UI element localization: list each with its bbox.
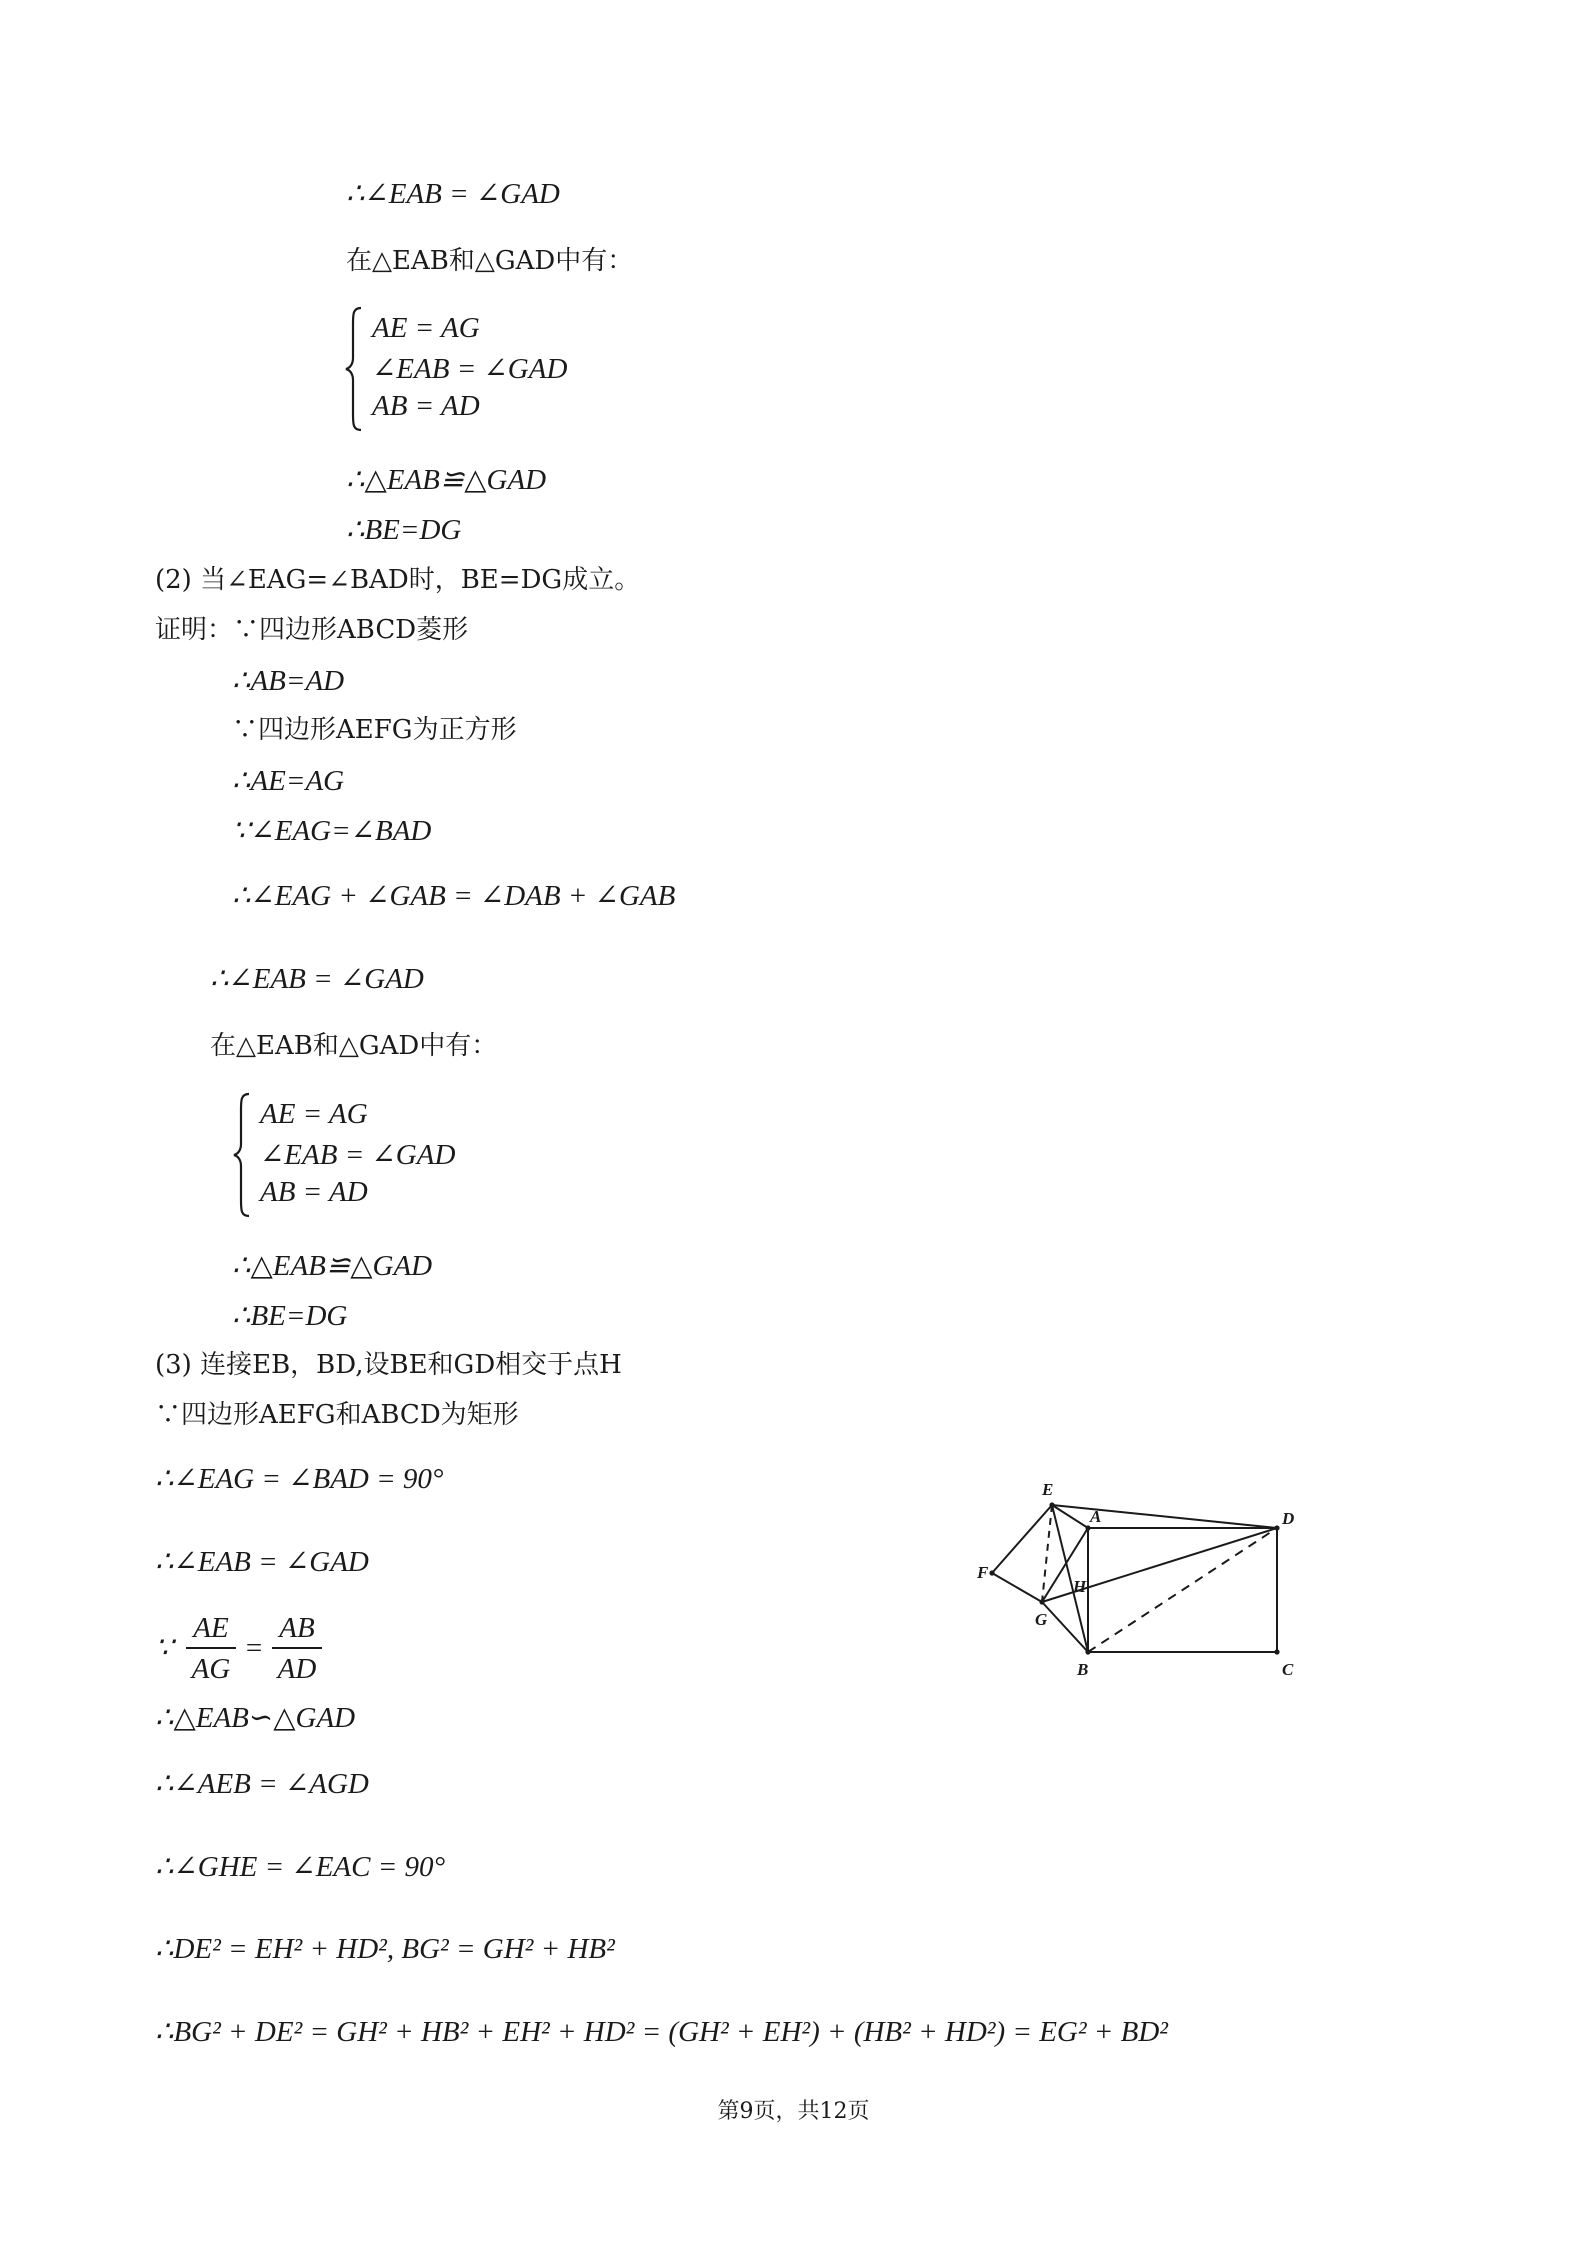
fraction-ab-ad [272,1612,322,1684]
p2-sys-row-2: ∠EAB = ∠GAD [260,1139,456,1171]
fraction-numerator: AE [193,1612,229,1644]
page-number-footer: 第9页，共12页 [717,2099,870,2124]
point-f [989,1570,994,1575]
label-c: C [1282,1660,1294,1679]
p2-line-be-dg: ∴BE=DG [232,1300,348,1332]
p2-line-angle-eq: ∴∠EAB = ∠GAD [210,963,424,995]
p3-line-pythag-1: ∴DE² = EH² + HD², BG² = GH² + HB² [155,1933,615,1965]
p2-sys-row-1: AE = AG [260,1098,368,1130]
p1-sys-row-2: ∠EAB = ∠GAD [372,353,568,385]
segment-ed [1052,1505,1277,1528]
ratio-equals: = [244,1632,264,1664]
p2-line-ab-ad: ∴AB=AD [232,665,345,697]
p2-line-congruent: ∴△EAB≌△GAD [232,1250,433,1282]
p3-line-angle-aeb: ∴∠AEB = ∠AGD [155,1768,369,1800]
segment-bd-dashed [1088,1528,1277,1652]
p3-line-pythag-2: ∴BG² + DE² = GH² + HB² + EH² + HD² = (GH² + EH²) + (HB² + HD²) = EG² + BD² [155,2016,1168,2048]
p3-line-angle-eq: ∴∠EAB = ∠GAD [155,1546,369,1578]
p1-sys-row-3: AB = AD [372,390,480,422]
left-brace-icon [232,1092,252,1218]
label-f: F [977,1563,989,1582]
p2-equation-system [232,1092,492,1218]
p3-line-rectangles: ∵四边形AEFG和ABCD为矩形 [155,1400,519,1430]
segment-fg [992,1573,1042,1602]
p3-line-similar: ∴△EAB∽△GAD [155,1702,356,1734]
label-e: E [1042,1480,1054,1499]
label-a: A [1090,1507,1102,1526]
p1-line-angle: ∴∠EAB = ∠GAD [346,178,560,210]
fraction-bar [272,1647,322,1649]
p1-line-congruent: ∴△EAB≌△GAD [346,464,547,496]
fraction-ae-ag [186,1612,236,1684]
point-g [1039,1599,1044,1604]
p2-proof-start: 证明：∵四边形ABCD菱形 [155,615,469,645]
left-brace-icon [344,306,364,432]
p1-equation-system [344,306,604,432]
fraction-denominator: AD [277,1653,317,1685]
fraction-denominator: AG [191,1653,231,1685]
point-e [1049,1502,1054,1507]
p1-sys-row-1: AE = AG [372,312,480,344]
p2-heading: (2) 当∠EAG=∠BAD时，BE=DG成立。 [155,565,641,595]
label-h: H [1073,1577,1087,1596]
p2-line-in-triangles: 在△EAB和△GAD中有： [210,1031,498,1061]
point-a [1085,1525,1090,1530]
p2-line-square: ∵四边形AEFG为正方形 [232,715,517,745]
p2-line-angle-sum: ∴∠EAG + ∠GAB = ∠DAB + ∠GAB [232,880,676,912]
label-d: D [1282,1509,1295,1528]
point-b [1085,1649,1090,1654]
p2-line-angle-given: ∵∠EAG=∠BAD [232,815,432,847]
p3-line-angle-ghe: ∴∠GHE = ∠EAC = 90° [155,1851,446,1883]
label-g: G [1035,1610,1048,1629]
p3-heading: (3) 连接EB，BD,设BE和GD相交于点H [155,1350,622,1380]
p1-line-in-triangles: 在△EAB和△GAD中有： [346,246,634,276]
p2-sys-row-3: AB = AD [260,1176,368,1208]
p2-line-ae-ag: ∴AE=AG [232,765,345,797]
p3-line-right-angles: ∴∠EAG = ∠BAD = 90° [155,1463,444,1495]
label-b: B [1077,1660,1089,1679]
point-c [1274,1649,1279,1654]
segment-ef [992,1505,1052,1573]
geometry-figure [960,1465,1320,1685]
p3-ratio-prefix: ∵ [155,1632,174,1664]
point-d [1274,1525,1279,1530]
fraction-bar [186,1647,236,1649]
fraction-numerator: AB [279,1612,315,1644]
p1-line-be-dg: ∴BE=DG [346,514,462,546]
